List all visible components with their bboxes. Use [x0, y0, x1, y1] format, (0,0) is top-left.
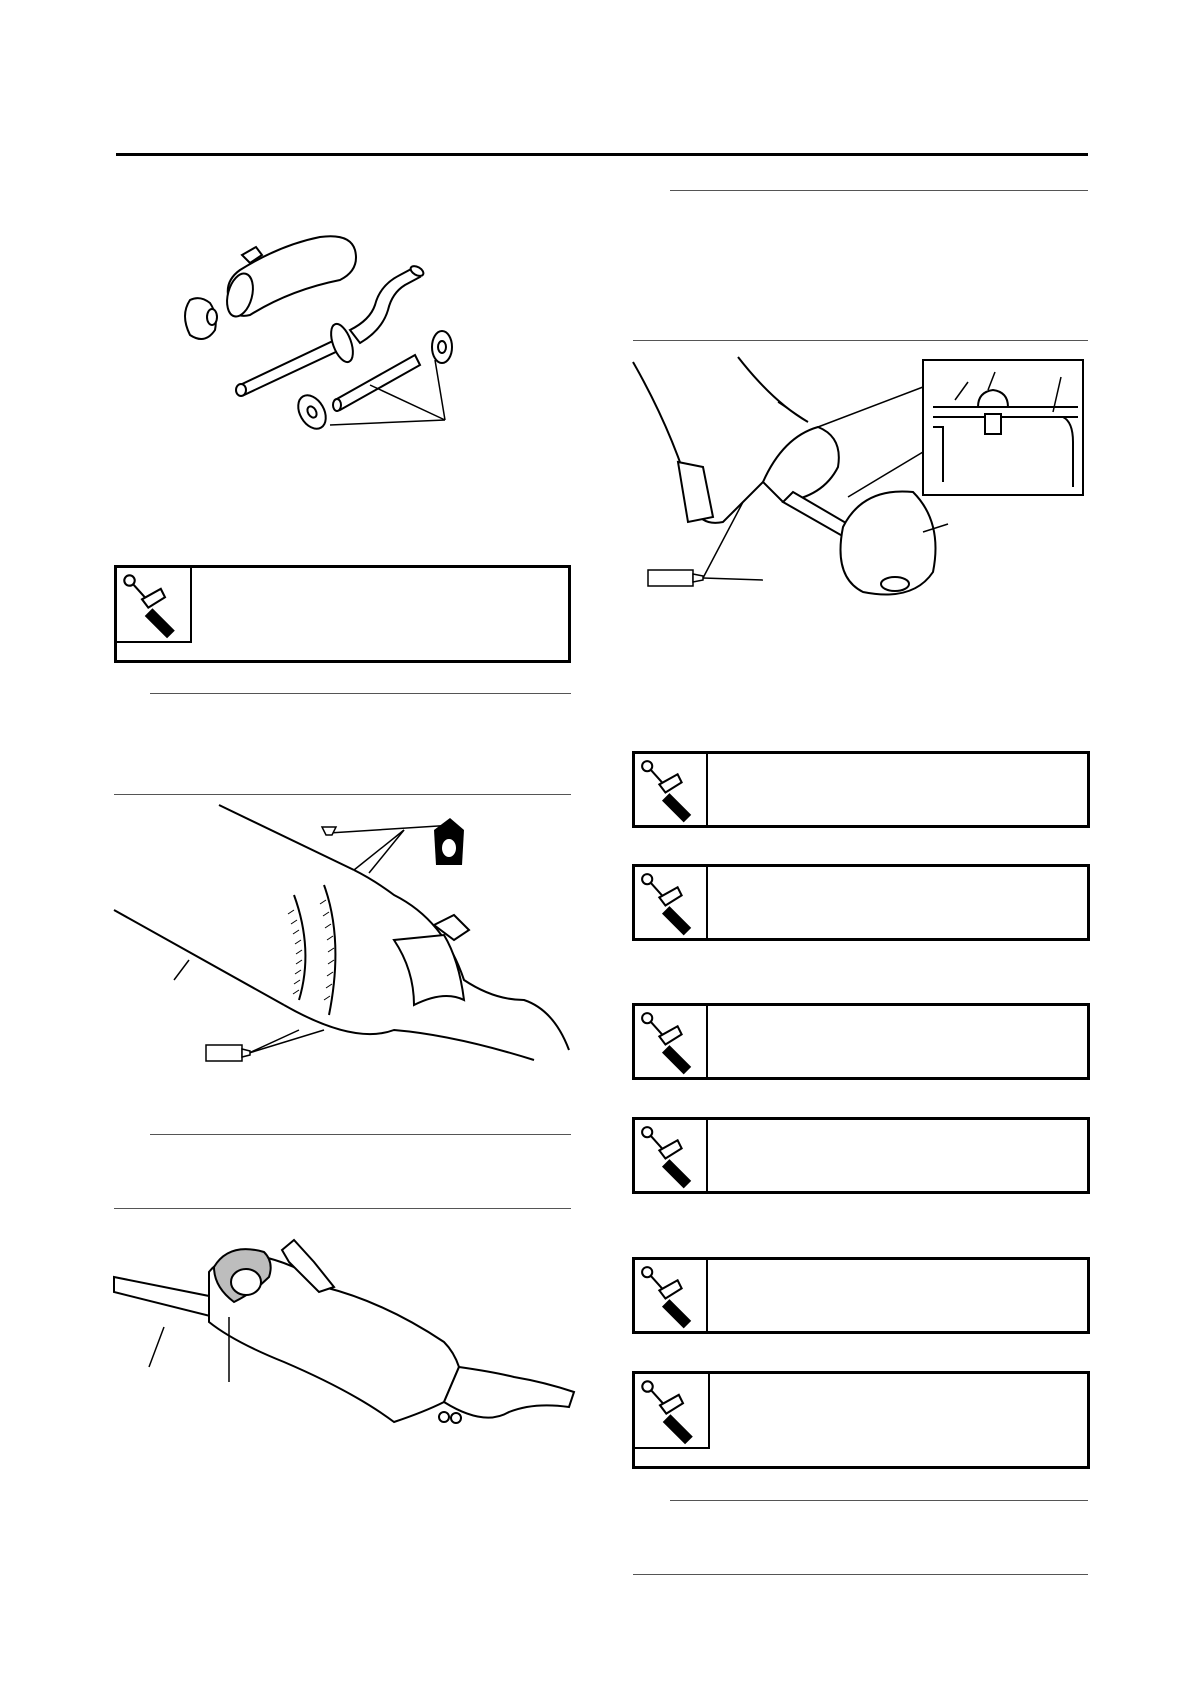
torque-spec-box — [632, 1371, 1090, 1469]
section-rule — [670, 1500, 1088, 1501]
torque-spec-box — [632, 1257, 1090, 1334]
sealant-tube-icon — [206, 1045, 250, 1061]
torque-wrench-icon — [635, 867, 708, 940]
torque-wrench-icon — [635, 1006, 708, 1079]
torque-spec-box — [632, 1117, 1090, 1194]
muffler-wool-packing-figure — [114, 1232, 574, 1462]
section-rule — [114, 794, 571, 795]
torque-wrench-icon — [635, 754, 708, 827]
torque-wrench-icon — [635, 1260, 708, 1333]
exploded-muffler-figure — [170, 225, 530, 485]
section-rule — [150, 693, 571, 694]
section-rule — [670, 190, 1088, 191]
section-rule — [633, 1574, 1088, 1575]
torque-wrench-icon — [117, 568, 192, 643]
torque-wrench-icon — [635, 1120, 708, 1193]
section-rule — [633, 340, 1088, 341]
torque-wrench-icon — [635, 1374, 710, 1449]
section-rule — [150, 1134, 571, 1135]
torque-spec-box — [632, 751, 1090, 828]
header-rule — [116, 153, 1088, 156]
thread-locker-icon — [434, 818, 464, 865]
end-cap-detail-figure — [633, 352, 1088, 612]
torque-spec-box — [632, 864, 1090, 941]
section-rule — [114, 1208, 571, 1209]
muffler-rivets-sealant-figure — [114, 800, 574, 1070]
torque-spec-box — [114, 565, 571, 663]
torque-spec-box — [632, 1003, 1090, 1080]
